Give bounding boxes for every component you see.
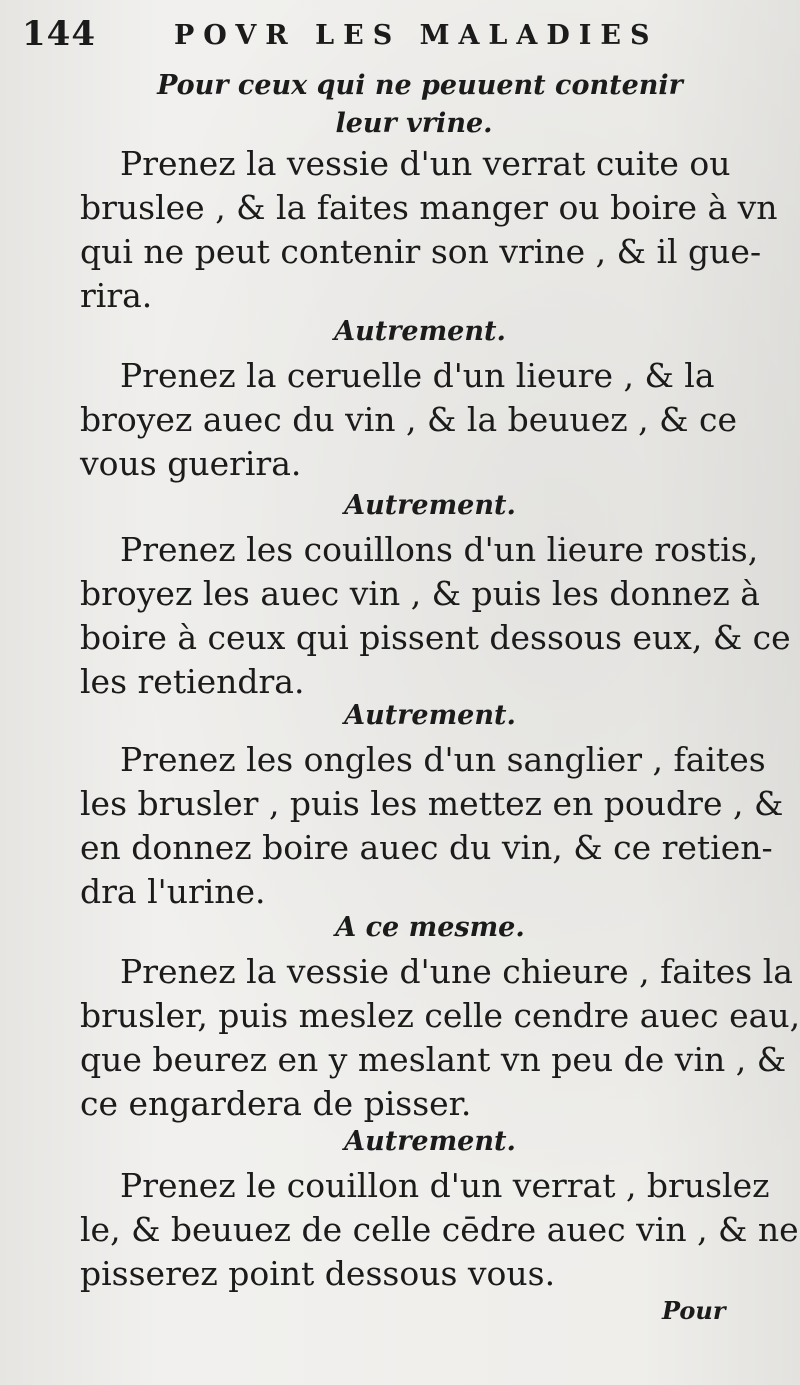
recipe-paragraph [80,354,770,486]
text-line: broyez auec du vin , & la beuuez , & ce [80,400,738,439]
section-heading: Autrement. [334,316,506,347]
page-number: 144 [22,14,96,54]
text-line: rira. [80,276,153,315]
chapter-title-line-1: Pour ceux qui ne peuuent contenir [157,70,683,101]
text-line: pisserez point dessous vous. [80,1254,556,1293]
section-heading: Autrement. [344,700,516,731]
text-line: vous guerira. [80,444,302,483]
section-heading: Autrement. [344,1126,516,1157]
text-line: ce engardera de pisser. [80,1084,472,1123]
text-line: Prenez les couillons d'un lieure rostis, [120,530,759,569]
text-line: Prenez la ceruelle d'un lieure , & la [120,356,715,395]
recipe-paragraph [80,1164,799,1296]
text-line: broyez les auec vin , & puis les donnez à [80,574,760,613]
catchword: Pour [662,1296,726,1325]
recipe-paragraph [80,950,800,1126]
section-heading: A ce mesme. [335,912,525,943]
running-head: POVR LES MALADIES [174,20,659,51]
text-line: qui ne peut contenir son vrine , & il gue- [80,232,762,271]
text-line: Prenez la vessie d'une chieure , faites la [120,952,793,991]
text-line: Prenez le couillon d'un verrat , bruslez [120,1166,770,1205]
text-line: les brusler , puis les mettez en poudre , & [80,784,784,823]
text-line: que beurez en y meslant vn peu de vin , & [80,1040,787,1079]
text-line: Prenez les ongles d'un sanglier , faites [120,740,766,779]
text-line: Prenez la vessie d'un verrat cuite ou [120,144,731,183]
text-line: les retiendra. [80,662,305,701]
recipe-paragraph [80,738,784,914]
chapter-title-line-2: leur vrine. [335,108,493,139]
recipe-paragraph [80,528,791,704]
recipe-paragraph [80,142,778,318]
section-heading: Autrement. [344,490,516,521]
text-line: le, & beuuez de celle cēdre auec vin , & ne [80,1210,799,1249]
text-line: bruslee , & la faites manger ou boire à vn [80,188,778,227]
text-line: brusler, puis meslez celle cendre auec eau, [80,996,800,1035]
text-line: boire à ceux qui pissent dessous eux, & ce [80,618,791,657]
text-line: en donnez boire auec du vin, & ce retien- [80,828,773,867]
text-line: dra l'urine. [80,872,266,911]
page-header [22,14,782,54]
